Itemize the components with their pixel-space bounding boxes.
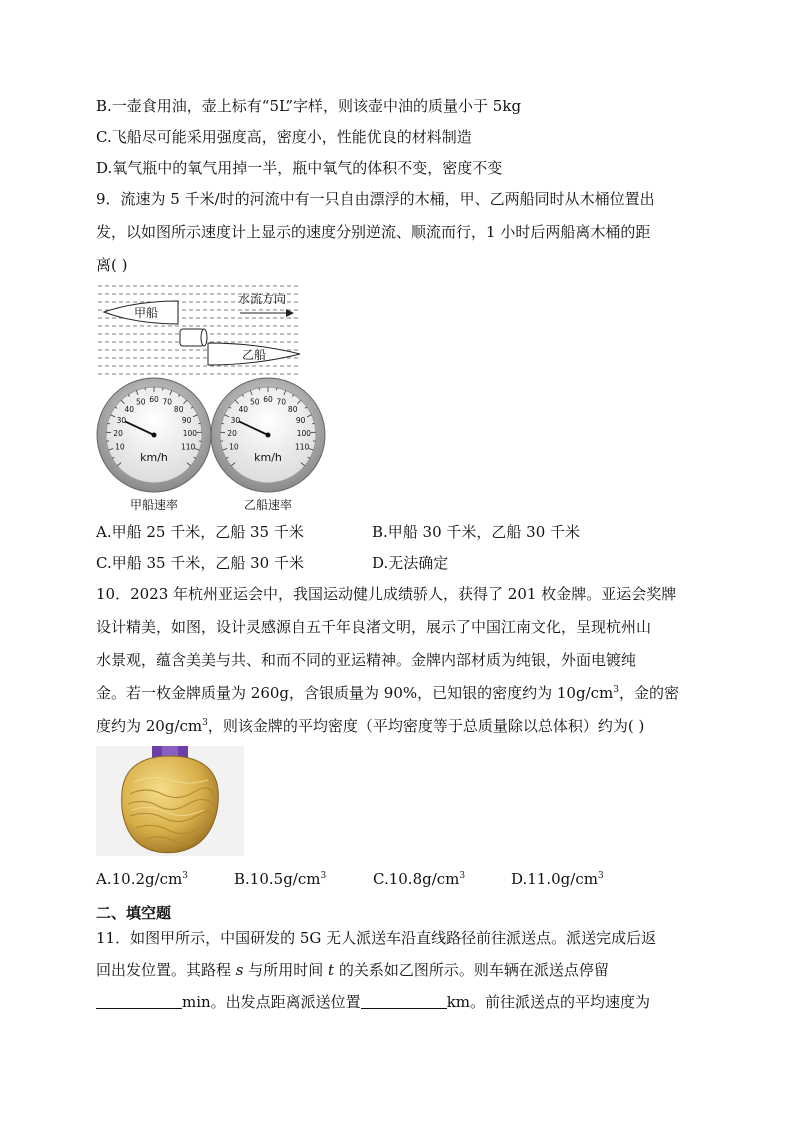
q10-stem-line-3: 水景观，蕴含美美与共、和而不同的亚运精神。金牌内部材质为纯银，外面电镀纯 (96, 651, 637, 669)
section-title-fill-in: 二、填空题 (96, 904, 172, 922)
q8-option-b: B.一壶食用油，壶上标有“5L”字样，则该壶中油的质量小于 5kg (96, 97, 522, 115)
q9-option-b: B.甲船 30 千米，乙船 30 千米 (372, 523, 581, 541)
gauge-a-tick-label: 50 (135, 397, 146, 407)
q9-figure (96, 283, 326, 518)
q9-option-a: A.甲船 25 千米，乙船 35 千米 (96, 523, 304, 541)
q9-stem-line-2: 发，以如图所示速度计上显示的速度分别逆流、顺流而行，1 小时后两船离木桶的距 (96, 223, 651, 241)
boat-a-label: 甲船 (134, 306, 159, 320)
q11-stem-line-1: 11．如图甲所示，中国研发的 5G 无人派送车沿直线路径前往派送点。派送完成后返 (96, 929, 657, 947)
gauge-a-tick-label: 30 (116, 415, 127, 425)
gauge-b-tick-label: 80 (287, 404, 298, 414)
gauge-a-tick-label: 110 (181, 442, 196, 452)
gauge-b-tick-label: 60 (263, 395, 273, 404)
gauge-b-tick-label: 90 (295, 415, 306, 425)
q8-option-d: D.氧气瓶中的氧气用掉一半，瓶中氧气的体积不变，密度不变 (96, 159, 503, 177)
gauge-a-tick-label: 100 (182, 428, 198, 438)
q8-option-c: C.飞船尽可能采用强度高，密度小，性能优良的材料制造 (96, 128, 472, 146)
q11-blank-1[interactable] (96, 994, 182, 1009)
q11-blank-2[interactable] (361, 994, 447, 1009)
q10-stem-line-1: 10．2023 年杭州亚运会中，我国运动健儿成绩骄人，获得了 201 枚金牌。亚运会奖牌 (96, 585, 677, 603)
q9-stem-line-3: 离( ) (96, 256, 128, 274)
gauge-a-tick-label: 70 (162, 397, 173, 407)
q10-stem-line-2: 设计精美，如图，设计灵感源自五千年良渚文明，展示了中国江南文化，呈现杭州山 (96, 618, 652, 636)
gauge-a-caption: 甲船速率 (129, 498, 179, 512)
gauge-b-tick-label: 50 (249, 397, 260, 407)
gauge-b-tick-label: 10 (229, 442, 239, 452)
gauge-a-tick-label: 40 (124, 404, 135, 414)
boat-b-label: 乙船 (242, 348, 267, 362)
gauge-a-tick-label: 20 (113, 428, 123, 438)
q10-stem-line-5: 度约为 $20g/cm^3$，则该金牌的平均密度（平均密度等于总质量除以总体积）约为( ) (96, 717, 645, 735)
gauge-b-tick-label: 40 (238, 404, 249, 414)
gauge-b-caption: 乙船速率 (243, 498, 293, 512)
q10-option-c: $C.10.8g/cm^3$ (373, 870, 466, 888)
q9-option-c: C.甲船 35 千米，乙船 30 千米 (96, 554, 304, 572)
gauge-a-tick-label: 10 (115, 442, 125, 452)
gauge-a-unit: km/h (140, 451, 168, 464)
gauge-b-unit: km/h (254, 451, 282, 464)
gauge-b (211, 378, 325, 492)
q10-option-a: $A.10.2g/cm^3$ (96, 870, 189, 888)
gauge-b-tick-label: 100 (296, 428, 312, 438)
q10-stem-line-4: 金。若一枚金牌质量为 260g，含银质量为 90%，已知银的密度约为 $10g/cm^3$，金的密 (96, 684, 679, 702)
gauge-b-tick-label: 20 (227, 428, 237, 438)
gauge-a-tick-label: 90 (181, 415, 192, 425)
barrel-shape (180, 329, 204, 346)
q10-option-b: $B.10.5g/cm^3$ (234, 870, 327, 888)
q11-stem-line-3: min。出发点距离派送位置 km。前往派送点的平均速度为 (96, 992, 650, 1012)
gauge-b-tick-label: 110 (295, 442, 310, 452)
medal-image (96, 746, 244, 856)
medal-disc (122, 756, 219, 853)
gauge-a (97, 378, 211, 492)
gauge-b-tick-label: 70 (276, 397, 287, 407)
gauge-b-tick-label: 30 (230, 415, 241, 425)
q9-option-d: D.无法确定 (372, 554, 449, 572)
gauge-a-tick-label: 80 (173, 404, 184, 414)
q11-stem-line-2: 回出发位置。其路程 s 与所用时间 t 的关系如乙图所示。则车辆在派送点停留 (96, 961, 609, 979)
q10-option-d: $D.11.0g/cm^3$ (511, 870, 604, 888)
gauge-a-tick-label: 60 (149, 395, 159, 404)
flow-direction-label: 水流方向 (238, 292, 287, 306)
q9-stem-line-1: 9．流速为 5 千米/时的河流中有一只自由漂浮的木桶，甲、乙两船同时从木桶位置出 (96, 190, 655, 208)
